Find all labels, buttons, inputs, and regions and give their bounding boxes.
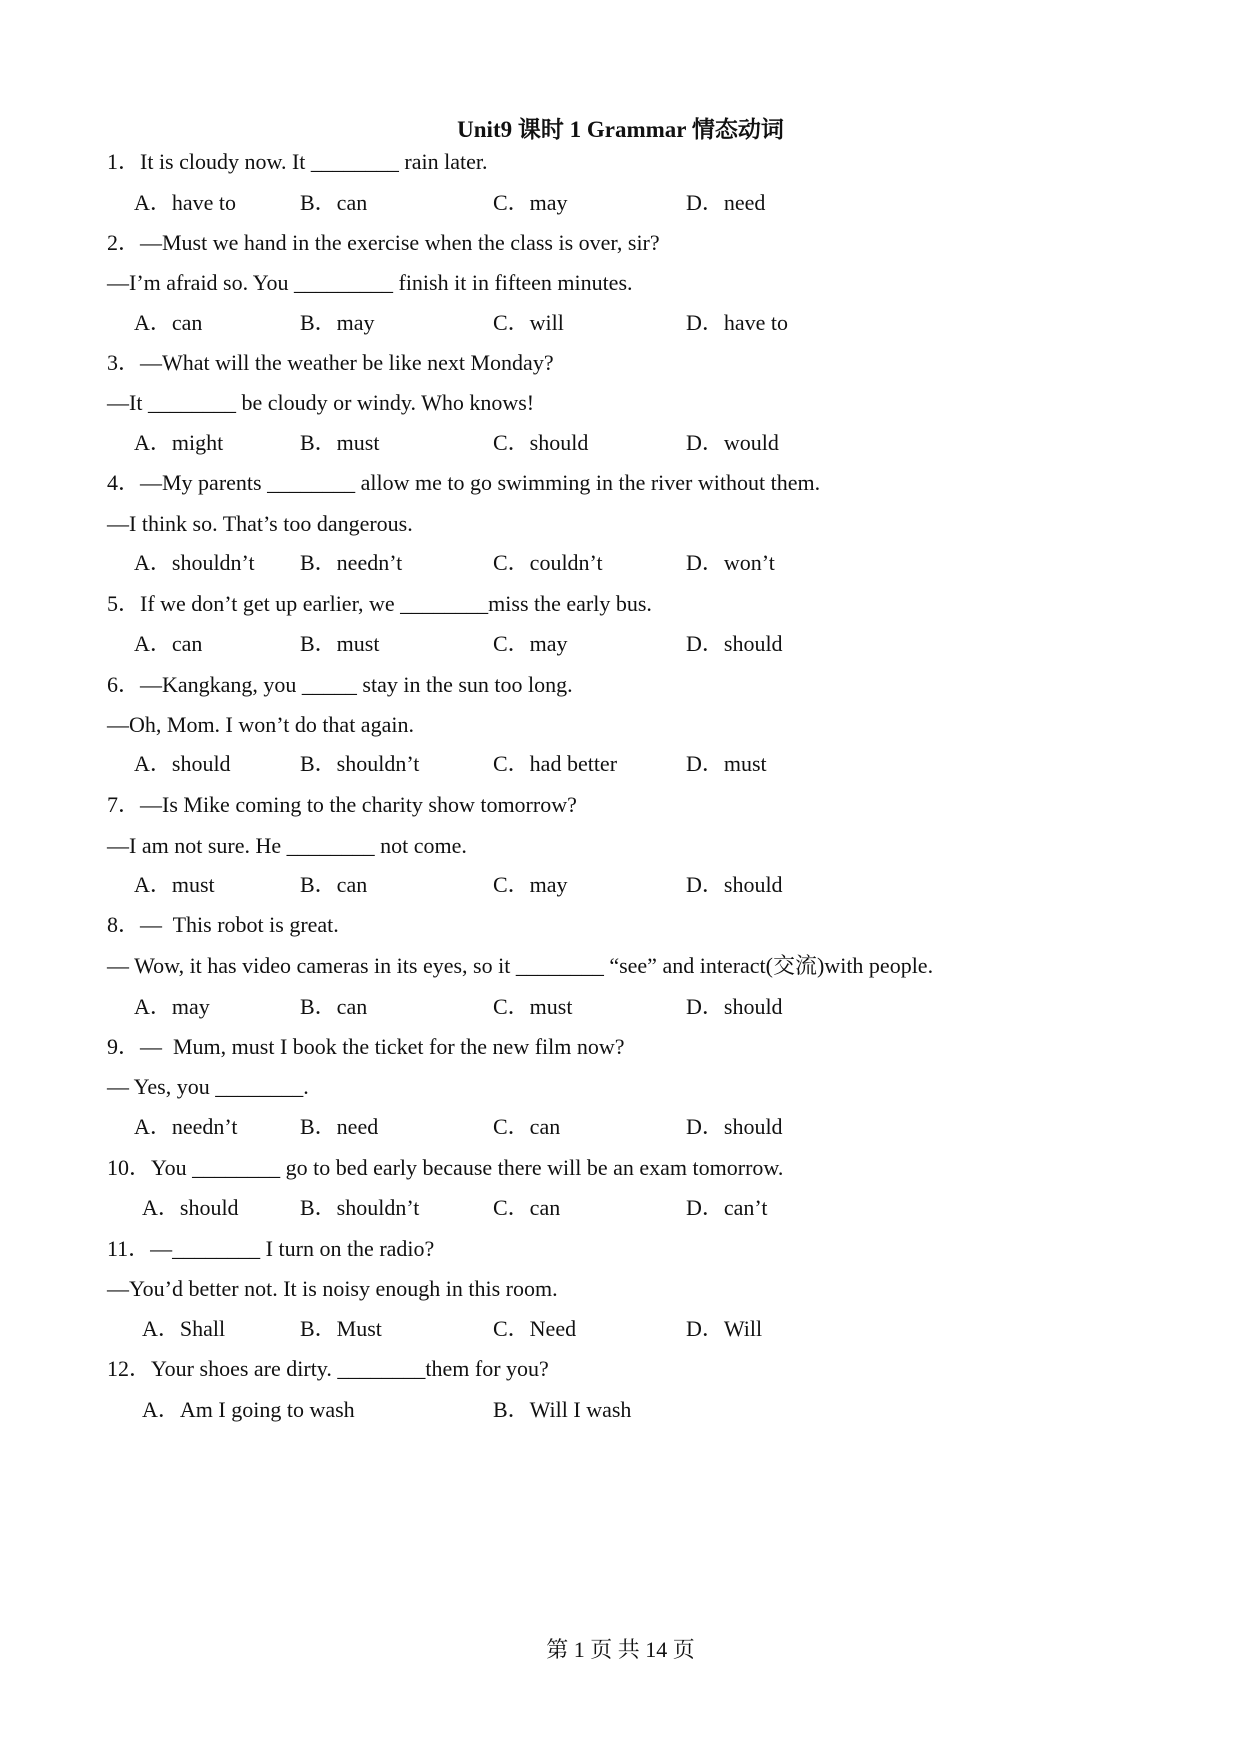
answer-option: B．shouldn’t: [300, 751, 420, 776]
answer-option: B．must: [300, 631, 380, 656]
answer-option: A．Shall: [142, 1316, 226, 1341]
answer-option: B．may: [300, 310, 375, 335]
answer-option: B．Must: [300, 1316, 382, 1341]
answer-option: C．may: [493, 872, 568, 897]
answer-option: A．should: [134, 751, 231, 776]
answer-option: C．Need: [493, 1316, 577, 1341]
answer-option: D．should: [686, 1114, 783, 1139]
answer-option: C．may: [493, 190, 568, 215]
question-line: —I think so. That’s too dangerous.: [107, 511, 413, 536]
page-footer: 第 1 页 共 14 页: [546, 1637, 695, 1662]
question-stem: 5．If we don’t get up earlier, we ________miss the early bus.: [107, 591, 652, 616]
answer-option: C．should: [493, 430, 589, 455]
answer-option: A．shouldn’t: [134, 550, 255, 575]
answer-option: B．can: [300, 190, 368, 215]
answer-option: A．can: [134, 310, 203, 335]
answer-option: D．won’t: [686, 550, 775, 575]
question-line: — Yes, you ________.: [107, 1074, 309, 1099]
answer-option: D．can’t: [686, 1195, 768, 1220]
question-line: — Wow, it has video cameras in its eyes, so it ________ “see” and interact(交流)with people.: [107, 953, 934, 978]
question-line: —You’d better not. It is noisy enough in this room.: [107, 1276, 558, 1301]
answer-option: B．need: [300, 1114, 379, 1139]
answer-option: C．had better: [493, 751, 618, 776]
question-stem: 6．—Kangkang, you _____ stay in the sun too long.: [107, 672, 573, 697]
question-line: —I am not sure. He ________ not come.: [107, 833, 467, 858]
question-line: —Oh, Mom. I won’t do that again.: [107, 712, 414, 737]
answer-option: C．can: [493, 1114, 561, 1139]
answer-option: D．have to: [686, 310, 789, 335]
answer-option: A．must: [134, 872, 215, 897]
question-stem: 11．—________ I turn on the radio?: [107, 1236, 435, 1261]
answer-option: C．must: [493, 994, 573, 1019]
answer-option: A．might: [134, 430, 224, 455]
answer-option: A．needn’t: [134, 1114, 238, 1139]
answer-option: C．couldn’t: [493, 550, 603, 575]
answer-option: D．need: [686, 190, 766, 215]
question-stem: 10．You ________ go to bed early because there will be an exam tomorrow.: [107, 1155, 784, 1180]
answer-option: A．can: [134, 631, 203, 656]
answer-option: A．may: [134, 994, 210, 1019]
question-line: —It ________ be cloudy or windy. Who knows!: [107, 390, 535, 415]
answer-option: B．needn’t: [300, 550, 403, 575]
answer-option: C．can: [493, 1195, 561, 1220]
answer-option: D．would: [686, 430, 779, 455]
answer-option: B．Will I wash: [493, 1397, 632, 1422]
question-stem: 1．It is cloudy now. It ________ rain later.: [107, 149, 488, 174]
question-stem: 9．— Mum, must I book the ticket for the new film now?: [107, 1034, 625, 1059]
answer-option: D．Will: [686, 1316, 763, 1341]
question-stem: 12．Your shoes are dirty. ________them for you?: [107, 1356, 549, 1381]
question-line: —I’m afraid so. You _________ finish it in fifteen minutes.: [107, 270, 633, 295]
question-stem: 7．—Is Mike coming to the charity show tomorrow?: [107, 792, 577, 817]
answer-option: D．should: [686, 872, 783, 897]
answer-option: C．will: [493, 310, 564, 335]
question-stem: 2．—Must we hand in the exercise when the class is over, sir?: [107, 230, 660, 255]
answer-option: C．may: [493, 631, 568, 656]
question-stem: 8．— This robot is great.: [107, 912, 339, 937]
answer-option: B．must: [300, 430, 380, 455]
answer-option: A．Am I going to wash: [142, 1397, 355, 1422]
question-stem: 4．—My parents ________ allow me to go swimming in the river without them.: [107, 470, 821, 495]
answer-option: D．should: [686, 994, 783, 1019]
answer-option: B．can: [300, 994, 368, 1019]
answer-option: D．must: [686, 751, 767, 776]
answer-option: B．shouldn’t: [300, 1195, 420, 1220]
answer-option: A．have to: [134, 190, 237, 215]
question-stem: 3．—What will the weather be like next Monday?: [107, 350, 554, 375]
answer-option: A．should: [142, 1195, 239, 1220]
answer-option: D．should: [686, 631, 783, 656]
answer-option: B．can: [300, 872, 368, 897]
page-title: Unit9 课时 1 Grammar 情态动词: [457, 117, 784, 142]
